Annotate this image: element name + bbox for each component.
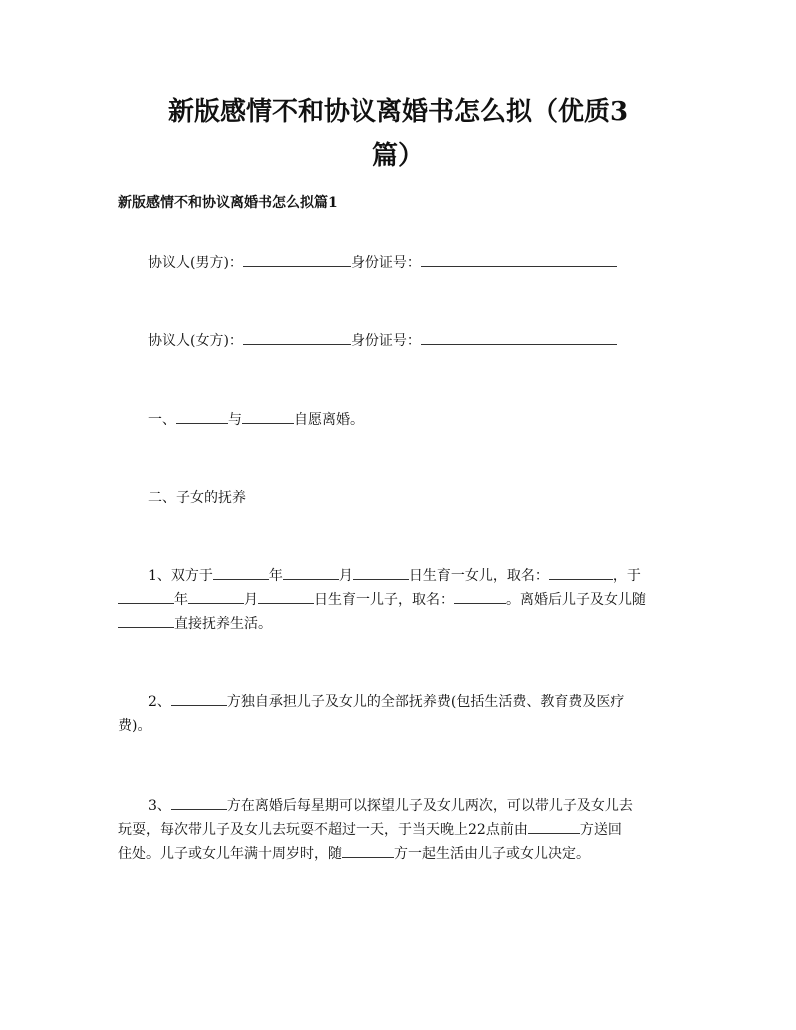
- section-subtitle: 新版感情不和协议离婚书怎么拟篇1: [118, 195, 338, 211]
- item1-blank-a[interactable]: [176, 409, 228, 424]
- p3-party-blank[interactable]: [171, 795, 227, 810]
- paragraph-2: [118, 690, 684, 738]
- paragraph-3: [118, 794, 684, 866]
- p1-after-divorce: 。离婚后儿子及女儿随: [506, 592, 646, 608]
- item2-heading-text: 二、子女的抚养: [148, 490, 246, 506]
- p1-month2: 月: [244, 592, 258, 608]
- p1-guardian-blank[interactable]: [118, 613, 174, 628]
- p2-party-blank[interactable]: [171, 691, 227, 706]
- item1-and: 与: [228, 412, 242, 428]
- party-male-line: [118, 251, 714, 275]
- paragraph-3-line2: [118, 818, 684, 842]
- item2-heading: [118, 486, 714, 510]
- party-male-label: 协议人(男方)：: [148, 255, 243, 271]
- party-male-id-blank[interactable]: [421, 252, 617, 267]
- p2-text: 方独自承担儿子及女儿的全部抚养费(包括生活费、教育费及医疗: [226, 694, 625, 710]
- party-female-name-blank[interactable]: [243, 330, 351, 345]
- p2-start: 2、: [148, 694, 171, 710]
- item1-prefix: 一、: [148, 412, 176, 428]
- p1-year2-blank[interactable]: [118, 589, 174, 604]
- p3-text1: 方在离婚后每星期可以探望儿子及女儿两次，可以带儿子及女儿去: [226, 798, 633, 814]
- p3-text3-end: 方一起生活由儿子或女儿决定。: [394, 846, 590, 862]
- paragraph-3-line1: [118, 794, 684, 818]
- party-female-line: [118, 329, 714, 353]
- p3-text2: 玩耍，每次带儿子及女儿去玩耍不超过一天，于当天晚上22点前由: [118, 822, 528, 838]
- paragraph-1-line1: [118, 564, 684, 588]
- paragraph-1: [118, 564, 684, 636]
- document-title-line1: 新版感情不和协议离婚书怎么拟（优质3: [167, 97, 629, 127]
- item1-suffix: 自愿离婚。: [294, 412, 364, 428]
- p1-day-blank[interactable]: [353, 565, 409, 580]
- item1-blank-b[interactable]: [242, 409, 294, 424]
- p1-son-name-blank[interactable]: [454, 589, 506, 604]
- p1-year: 年: [268, 568, 283, 584]
- party-male-name-blank[interactable]: [243, 252, 351, 267]
- p1-end: 直接抚养生活。: [174, 616, 272, 632]
- p1-month: 月: [338, 568, 353, 584]
- paragraph-2-line2: [118, 714, 684, 738]
- paragraph-3-line3: [118, 842, 684, 866]
- paragraph-1-line2: [118, 588, 684, 612]
- document-title-line2: 篇）: [371, 141, 424, 171]
- party-female-id-label: 身份证号：: [350, 333, 421, 349]
- p1-start: 1、双方于: [148, 568, 213, 584]
- party-female-label: 协议人(女方)：: [148, 333, 243, 349]
- paragraph-1-line3: [118, 612, 684, 636]
- p3-text3: 住处。儿子或女儿年满十周岁时，随: [118, 846, 342, 862]
- party-male-id-label: 身份证号：: [350, 255, 421, 271]
- paragraph-2-line1: [118, 690, 684, 714]
- p1-birth-son: 日生育一儿子，取名：: [314, 592, 454, 608]
- p1-birth-daughter: 日生育一女儿，取名：: [408, 568, 549, 584]
- p1-day2-blank[interactable]: [258, 589, 314, 604]
- p1-year-blank[interactable]: [213, 565, 269, 580]
- p1-daughter-name-blank[interactable]: [549, 565, 613, 580]
- item1-line: [118, 408, 714, 432]
- p3-text2-end: 方送回: [579, 822, 622, 838]
- p2-end: 费)。: [118, 718, 152, 734]
- p1-month2-blank[interactable]: [188, 589, 244, 604]
- p3-start: 3、: [148, 798, 171, 814]
- p3-live-party-blank[interactable]: [342, 843, 394, 858]
- p1-month-blank[interactable]: [283, 565, 339, 580]
- p1-comma-at: ，于: [612, 568, 641, 584]
- party-female-id-blank[interactable]: [421, 330, 617, 345]
- p3-return-party-blank[interactable]: [528, 819, 580, 834]
- p1-year2: 年: [174, 592, 188, 608]
